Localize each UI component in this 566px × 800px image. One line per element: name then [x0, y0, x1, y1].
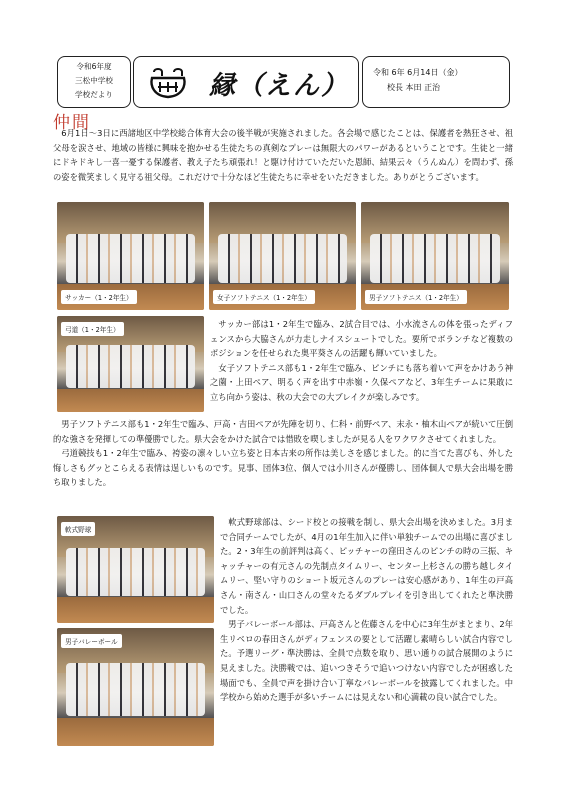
principal-name: 校長 本田 正治	[387, 83, 441, 92]
issue-info-box	[362, 56, 510, 108]
photo-caption: 軟式野球	[61, 522, 95, 536]
photo-soccer	[57, 202, 204, 310]
softball-volleyball-paragraph: 軟式野球部は、シード校との接戦を制し、県大会出場を決めました。3月まで合同チームでしたが、4月の1年生加入に伴い単独チームでの出場に喜びました。2・3年生の前評判は高く、ピッチャーの窪田さんのピンチの時の三振、キャッチャーの有元さんの先制点タイムリー、センター上杉さんの勝ち越しタイムリー、堅い守りのショート坂元さんのプレーは安心感があり、1年生の戸高さん・南さん・山口さんの堂々たるダブルプレイを引き出してくれたと準決勝でした。 男子バレーボール部は、戸高さんと佐藤さんを中心に3年生がまとまり、2年生リベロの春田さんがディフェンスの要として活躍し素晴らしい試合内容でした。予選リーグ・準決勝は、全員で点数を取り、思い通りの試合展開のように見えました。決勝戦では、追いつきそうで追いつけない内容でしたが困惑した場面でも、全員で声を掛け合い丁寧なバレーボールを披露してくれました。中学校から始めた選手が多いチームには見えない和心満載の良い試合でした。	[220, 517, 513, 703]
photo-caption: 女子ソフトテニス（1・2年生）	[213, 290, 315, 304]
photo-caption: 男子バレーボール	[61, 634, 122, 648]
photo-softball	[57, 516, 214, 623]
photo-kyudo	[57, 316, 204, 412]
photo-volleyball	[57, 628, 214, 746]
newsletter-title: 縁（えん）	[209, 71, 350, 101]
intro-paragraph: 6月1日～3日に西諸地区中学校総合体育大会の後半戦が実施されました。各会場で感じたことは、保護者を熱狂させ、祖父母を涙させ、地域の皆様に興味を抱かせる生徒たちの真剣なプレーは無限大のパワーがあるということです。生徒と一緒にドキドキし一喜一憂する保護者、教え子たち頑張れ！と駆け付けていただいた恩師、結果云々（うんぬん）を問わず、孫の姿を微笑ましく見守る祖父母。これだけで十分なほど生徒たちに幸せをいただきました。ありがとうございます。	[53, 128, 513, 182]
boys-tennis-kyudo-paragraph: 男子ソフトテニス部も1・2年生で臨み、戸高・吉田ペアが先陣を切り、仁科・前野ペア、末永・柚木山ペアが続いて圧倒的な強さを発揮しての準優勝でした。県大会をかけた試合では惜敗を喫しましたが見る人をワクワクさせてくれました。 弓道競技も1・2年生で臨み、袴姿の凛々しい立ち姿と日本古来の所作は美しさを感じました。的に当てた喜びも、外した悔しさもグッとこらえる表情は逞しいものです。見事、団体3位、個人では小川さんが優勝し、団体個人で県大会出場を勝ち取りました。	[53, 419, 513, 488]
photo-caption: 弓道（1・2年生）	[61, 322, 124, 336]
school-emblem-icon	[148, 66, 188, 100]
masthead	[133, 56, 359, 108]
newsletter-type: 学校だより	[75, 90, 113, 99]
school-year: 令和6年度	[76, 62, 112, 71]
photo-caption: 男子ソフトテニス（1・2年生）	[365, 290, 467, 304]
soccer-tennis-paragraph: サッカー部は1・2年生で臨み、2試合目では、小水流さんの体を張ったディフェンスから大脇さんが力走しナイスシュートでした。要所でボランチなど複数のポジションを任せられた奥平葵さんの活躍も輝いていました。 女子ソフトテニス部も1・2年生で臨み、ピンチにも落ち着いて声をかけあう神之薗・上田ペア、明るく声を出す中赤嶺・久保ペアなど、3年生チームに果敢に立ち向かう姿は、秋の大会での大ブレイクが楽しみです。	[210, 319, 513, 402]
school-info-box	[57, 56, 131, 108]
section-heading: 仲間	[53, 113, 91, 133]
photo-caption: サッカー（1・2年生）	[61, 290, 137, 304]
photo-boys-tennis	[361, 202, 509, 310]
school-name: 三松中学校	[75, 76, 113, 85]
issue-date: 令和 6年 6月14日（金）	[373, 68, 463, 77]
photo-girls-tennis	[209, 202, 356, 310]
